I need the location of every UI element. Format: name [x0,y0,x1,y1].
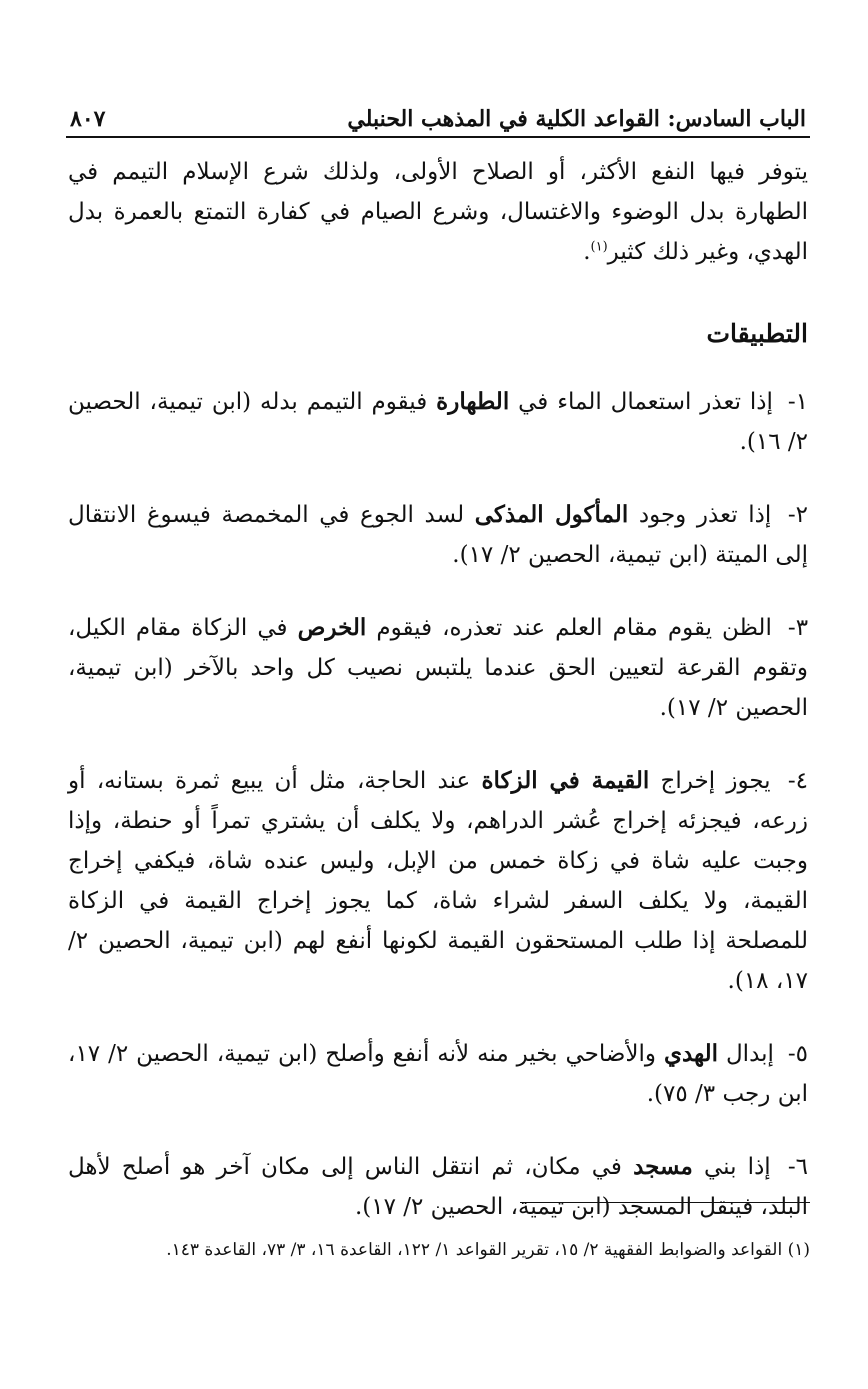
item-keyword: مسجد [633,1153,693,1180]
item-text-before: إذا تعذر وجود [638,502,772,528]
item-text-after: في مكان، ثم انتقل الناس إلى مكان آخر هو أصلح لأهل البلد، فينقل المسجد (ابن تيمية، الحصين ٢/ ١٧). [68,1154,808,1220]
running-header [70,92,806,132]
item-keyword: الخرص [297,614,367,641]
item-number: ٤- [787,768,808,794]
application-item-5 [68,1034,808,1114]
page-number: ٨٠٧ [70,106,106,132]
footnote-separator [520,1202,810,1203]
item-number: ٥- [787,1041,809,1067]
intro-end: . [583,239,591,265]
item-number: ٦- [787,1154,809,1180]
chapter-title: الباب السادس: القواعد الكلية في المذهب الحنبلي [347,106,806,132]
item-text-after: عند الحاجة، مثل أن يبيع ثمرة بستانه، أو زرعه، فيجزئه إخراج عُشر الدراهم، ولا يكلف أن يشتري تمراً أو حنطة، وإذا وجبت عليه شاة في زكاة خمس من الإبل، وليس عنده شاة، فيكفي إخراج القيمة، ولا يكلف السفر لشراء شاة، كما يجوز إخراج القيمة في الزكاة للمصلحة إذا طلب المستحقون القيمة لكونها أنفع لهم (ابن تيمية، الحصين ٢/ ١٧، ١٨). [68,768,809,994]
item-text-before: يجوز إخراج [660,768,771,794]
item-keyword: الهدي [663,1040,719,1067]
item-keyword: القيمة في الزكاة [481,767,650,794]
application-item-1 [68,382,808,462]
footnote-reference: (١) [590,239,608,255]
application-item-3 [68,608,808,728]
item-text-before: إبدال [725,1041,774,1067]
item-text-after: في الزكاة مقام الكيل، وتقوم القرعة لتعيين الحق عندما يلتبس نصيب كل واحد بالآخر (ابن تيمية، الحصين ٢/ ١٧). [68,615,808,721]
item-text-after: لسد الجوع في المخمصة فيسوغ الانتقال إلى الميتة (ابن تيمية، الحصين ٢/ ١٧). [68,502,808,568]
main-text [68,152,808,1260]
header-rule [66,136,810,138]
item-keyword: المأكول المذكى [474,501,629,528]
item-number: ٣- [787,615,809,641]
intro-paragraph [68,152,808,272]
item-text-before: إذا تعذر استعمال الماء في [518,389,773,415]
item-text-after: فيقوم التيمم بدله (ابن تيمية، الحصين ٢/ ١٦). [68,389,808,455]
item-text-before: الظن يقوم مقام العلم عند تعذره، فيقوم [376,615,772,641]
intro-text: يتوفر فيها النفع الأكثر، أو الصلاح الأولى، ولذلك شرع الإسلام التيمم في الطهارة بدل الوضوء والاغتسال، وشرع الصيام في كفارة التمتع بالعمرة بدل الهدي، وغير ذلك كثير [68,159,808,265]
item-text-after: والأضاحي بخير منه لأنه أنفع وأصلح (ابن تيمية، الحصين ٢/ ١٧، ابن رجب ٣/ ٧٥). [68,1041,808,1107]
application-item-6 [68,1147,808,1227]
application-item-4 [68,761,808,1001]
section-heading: التطبيقات [706,319,808,348]
application-item-2 [68,495,808,575]
item-number: ٢- [787,502,809,528]
item-number: ١- [787,389,808,415]
item-keyword: الطهارة [436,388,510,415]
footnote: (١) القواعد والضوابط الفقهية ٢/ ١٥، تقرير القواعد ١/ ١٢٢، القاعدة ١٦، ٣/ ٧٣، القاعدة ١٤٣. [166,1240,810,1260]
item-text-before: إذا بني [704,1154,771,1180]
